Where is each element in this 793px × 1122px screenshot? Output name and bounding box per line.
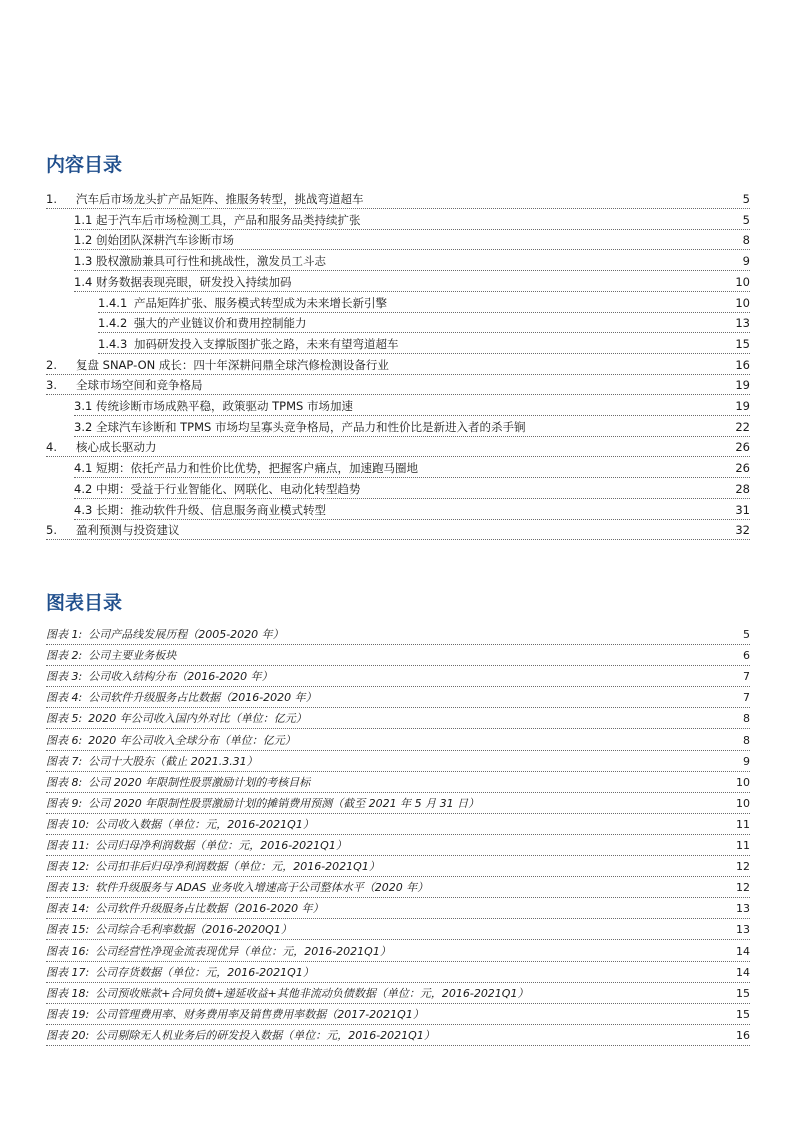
figure-caption: 公司十大股东（截止 2021.3.31） (88, 754, 258, 768)
page-number: 9 (743, 754, 750, 768)
figure-entry[interactable] (46, 625, 750, 645)
figure-entry[interactable] (46, 1005, 750, 1025)
figure-entry[interactable] (46, 899, 750, 919)
page-number: 16 (736, 1028, 750, 1042)
figure-entry[interactable] (46, 731, 750, 751)
figure-number: 图表 5: (46, 712, 83, 726)
page-number: 11 (736, 839, 750, 852)
toc-text: 传统诊断市场成熟平稳，政策驱动 TPMS 市场加速 (96, 399, 353, 413)
toc-text: 强大的产业链议价和费用控制能力 (134, 316, 307, 331)
toc-entry[interactable] (74, 500, 750, 520)
page-number: 5 (743, 628, 750, 641)
page-number: 15 (736, 986, 750, 1000)
page-number: 9 (742, 254, 750, 269)
toc-number: 4.1 (74, 461, 93, 476)
toc-entry[interactable] (46, 520, 750, 540)
toc-text: 长期：推动软件升级、信息服务商业模式转型 (96, 502, 326, 517)
figure-caption: 软件升级服务与 ADAS 业务收入增速高于公司整体水平（2020 年） (95, 881, 429, 895)
figure-number: 图表 11: (46, 839, 90, 852)
toc-text: 全球汽车诊断和 TPMS 市场均呈寡头竞争格局，产品力和性价比是新进入者的杀手锏 (96, 419, 526, 434)
figure-number: 图表 15: (46, 923, 90, 937)
figure-number: 图表 19: (46, 1007, 90, 1021)
page-number: 19 (735, 399, 750, 413)
figure-entry[interactable] (46, 878, 750, 898)
figure-entry[interactable] (46, 794, 750, 814)
figure-caption: 公司产品线发展历程（2005-2020 年） (88, 628, 284, 641)
page-number: 10 (736, 775, 750, 789)
toc-number: 5. (46, 523, 57, 538)
figure-entry[interactable] (46, 942, 750, 962)
figure-number: 图表 8: (46, 775, 83, 789)
toc-entry[interactable] (46, 375, 750, 395)
figure-caption: 公司 2020 年限制性股票激励计划的考核目标 (88, 775, 311, 789)
toc-entry[interactable] (74, 458, 750, 478)
figure-caption: 2020 年公司收入国内外对比（单位：亿元） (88, 712, 307, 726)
toc-entry[interactable] (74, 396, 750, 416)
contents-title: 内容目录 (46, 154, 123, 176)
toc-text: 盈利预测与投资建议 (76, 523, 180, 538)
figure-entry[interactable] (46, 773, 750, 793)
toc-entry[interactable] (46, 189, 750, 209)
figure-caption: 公司经营性净现金流表现优异（单位：元，2016-2021Q1） (95, 944, 391, 958)
toc-number: 1.1 (74, 212, 93, 227)
figure-number: 图表 4: (46, 691, 83, 705)
figure-entry[interactable] (46, 1026, 750, 1046)
figure-caption: 公司归母净利润数据（单位：元，2016-2021Q1） (95, 839, 347, 852)
figure-caption: 公司 2020 年限制性股票激励计划的摊销费用预测（截至 2021 年 5 月 31 日） (88, 796, 480, 810)
toc-number: 1.4.1 (98, 295, 128, 310)
toc-text: 全球市场空间和竞争格局 (76, 378, 203, 393)
figure-caption: 公司收入数据（单位：元，2016-2021Q1） (95, 817, 314, 831)
page-number: 13 (736, 923, 750, 937)
toc-entry[interactable] (74, 230, 750, 250)
figure-number: 图表 16: (46, 944, 90, 958)
page-number: 26 (735, 440, 750, 455)
figure-caption: 公司扣非后归母净利润数据（单位：元，2016-2021Q1） (95, 860, 380, 874)
figure-number: 图表 1: (46, 628, 83, 641)
figure-number: 图表 14: (46, 902, 90, 916)
page-number: 16 (735, 357, 750, 372)
toc-number: 4.3 (74, 502, 93, 517)
figure-caption: 公司综合毛利率数据（2016-2020Q1） (95, 923, 292, 937)
toc-number: 1.4.3 (98, 336, 128, 351)
page-number: 12 (736, 881, 750, 895)
toc-number: 1.4 (74, 274, 93, 289)
page-number: 15 (735, 336, 750, 351)
figure-caption: 公司软件升级服务占比数据（2016-2020 年） (95, 902, 324, 916)
figure-number: 图表 6: (46, 733, 83, 747)
figure-entry[interactable] (46, 752, 750, 772)
figure-caption: 2020 年公司收入全球分布（单位：亿元） (88, 733, 296, 747)
toc-entry[interactable] (74, 417, 750, 437)
toc-text: 股权激励兼具可行性和挑战性，激发员工斗志 (96, 254, 326, 269)
toc-text: 汽车后市场龙头扩产品矩阵、推服务转型，挑战弯道超车 (76, 192, 364, 206)
figure-entry[interactable] (46, 984, 750, 1004)
page-number: 31 (735, 502, 750, 517)
toc-number: 3.2 (74, 419, 93, 434)
page-number: 22 (735, 419, 750, 434)
page-number: 15 (736, 1007, 750, 1021)
figure-entry[interactable] (46, 709, 750, 729)
page-number: 8 (743, 733, 750, 747)
toc-text: 产品矩阵扩张、服务模式转型成为未来增长新引擎 (134, 295, 387, 310)
toc-entry[interactable] (98, 313, 750, 333)
figure-entry[interactable] (46, 688, 750, 708)
page-number: 26 (735, 461, 750, 476)
figure-entry[interactable] (46, 646, 750, 666)
page-number: 19 (735, 378, 750, 393)
toc-number: 3.1 (74, 399, 93, 413)
page-number: 28 (735, 481, 750, 496)
page-number: 13 (736, 902, 750, 916)
toc-text: 短期：依托产品力和性价比优势，把握客户痛点，加速跑马圈地 (96, 461, 418, 476)
toc-text: 核心成长驱动力 (76, 440, 157, 455)
figure-number: 图表 18: (46, 986, 90, 1000)
page-number: 6 (743, 649, 750, 663)
figure-entry[interactable] (46, 836, 750, 856)
figure-caption: 公司管理费用率、财务费用率及销售费用率数据（2017-2021Q1） (95, 1007, 424, 1021)
toc-entry[interactable] (74, 479, 750, 499)
figure-caption: 公司收入结构分布（2016-2020 年） (88, 670, 273, 684)
page-number: 10 (735, 274, 750, 289)
toc-number: 1. (46, 192, 57, 206)
toc-number: 3. (46, 378, 57, 393)
toc-text: 财务数据表现亮眼，研发投入持续加码 (96, 274, 292, 289)
figure-number: 图表 3: (46, 670, 83, 684)
figure-number: 图表 10: (46, 817, 90, 831)
figure-entry[interactable] (46, 667, 750, 687)
page-number: 32 (735, 523, 750, 538)
page-number: 10 (736, 796, 750, 810)
figure-caption: 公司主要业务板块 (88, 649, 177, 663)
toc-number: 1.4.2 (98, 316, 128, 331)
page-number: 5 (742, 192, 750, 206)
figure-number: 图表 20: (46, 1028, 90, 1042)
toc-entry[interactable] (74, 272, 750, 292)
toc-number: 4.2 (74, 481, 93, 496)
toc-entry[interactable] (74, 251, 750, 271)
toc-entry[interactable] (98, 293, 750, 313)
figure-caption: 公司存货数据（单位：元，2016-2021Q1） (95, 965, 314, 979)
page-number: 10 (735, 295, 750, 310)
page-number: 14 (736, 944, 750, 958)
figure-number: 图表 7: (46, 754, 83, 768)
figure-entry[interactable] (46, 963, 750, 983)
figures-title: 图表目录 (46, 592, 123, 614)
figure-entry[interactable] (46, 857, 750, 877)
figure-number: 图表 2: (46, 649, 83, 663)
toc-number: 1.3 (74, 254, 93, 269)
page-number: 11 (736, 817, 750, 831)
page-number: 13 (735, 316, 750, 331)
figure-number: 图表 13: (46, 881, 90, 895)
figure-number: 图表 9: (46, 796, 83, 810)
toc-number: 2. (46, 357, 57, 372)
figure-caption: 公司预收账款+合同负债+递延收益+其他非流动负债数据（单位：元，2016-2021Q1） (95, 986, 529, 1000)
figure-number: 图表 17: (46, 965, 90, 979)
figure-caption: 公司软件升级服务占比数据（2016-2020 年） (88, 691, 317, 705)
toc-entry[interactable] (98, 334, 750, 354)
page-number: 7 (743, 691, 750, 705)
toc-text: 中期：受益于行业智能化、网联化、电动化转型趋势 (96, 481, 361, 496)
page-number: 14 (736, 965, 750, 979)
page-number: 7 (743, 670, 750, 684)
figure-entry[interactable] (46, 815, 750, 835)
toc-text: 创始团队深耕汽车诊断市场 (96, 233, 234, 248)
toc-entry[interactable] (46, 355, 750, 375)
page-number: 5 (742, 212, 750, 227)
figure-number: 图表 12: (46, 860, 90, 874)
toc-text: 起于汽车后市场检测工具，产品和服务品类持续扩张 (96, 212, 361, 227)
page-number: 12 (736, 860, 750, 874)
page-number: 8 (743, 712, 750, 726)
toc-entry[interactable] (46, 437, 750, 457)
page-number: 8 (742, 233, 750, 248)
figure-entry[interactable] (46, 920, 750, 940)
toc-number: 4. (46, 440, 57, 455)
toc-number: 1.2 (74, 233, 93, 248)
figure-caption: 公司剔除无人机业务后的研发投入数据（单位：元，2016-2021Q1） (95, 1028, 435, 1042)
toc-text: 复盘 SNAP-ON 成长：四十年深耕问鼎全球汽修检测设备行业 (76, 357, 389, 372)
toc-entry[interactable] (74, 210, 750, 230)
toc-text: 加码研发投入支撑版图扩张之路，未来有望弯道超车 (134, 336, 399, 351)
